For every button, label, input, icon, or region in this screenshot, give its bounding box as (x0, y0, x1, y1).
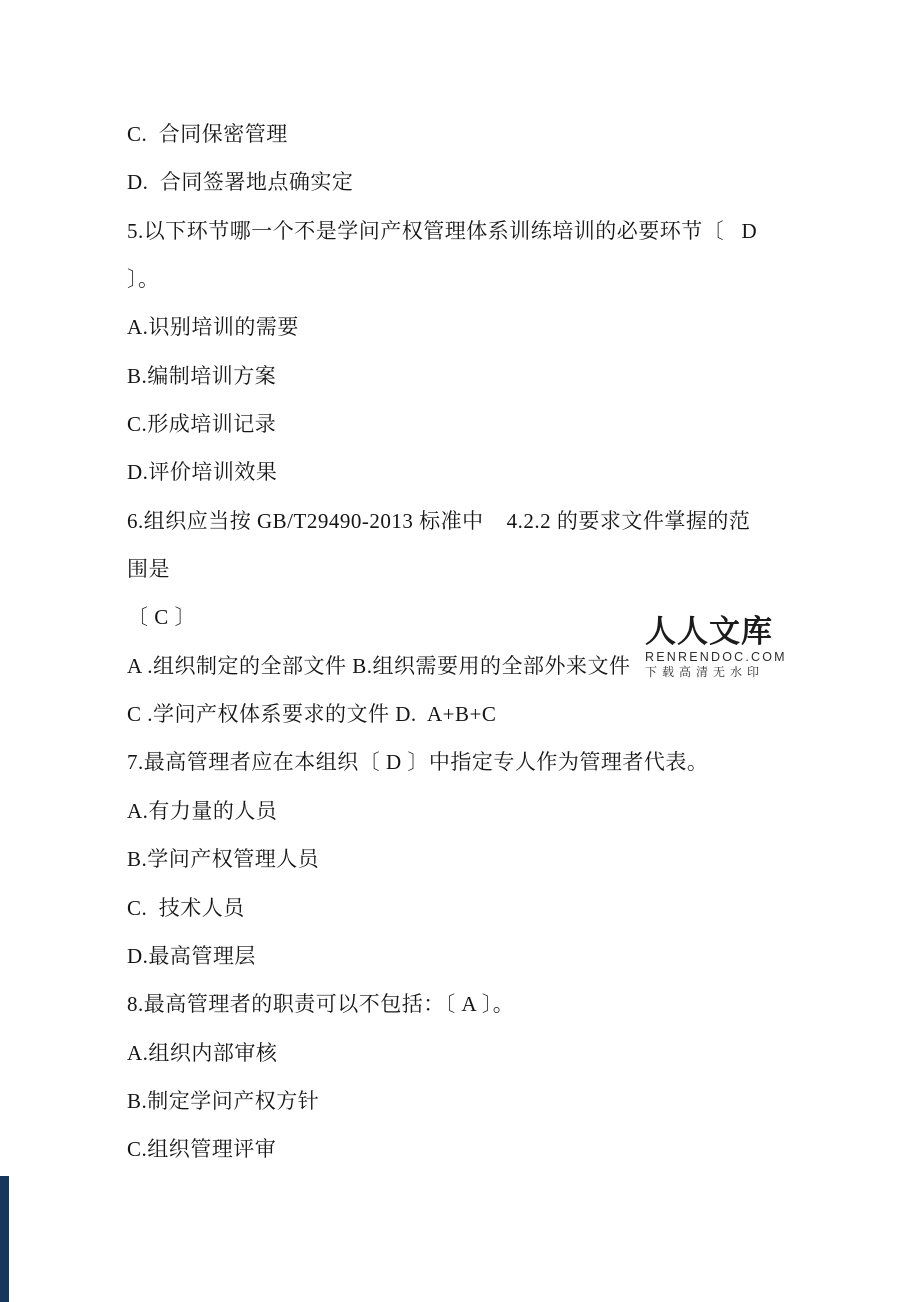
page-edge-marker (0, 1176, 9, 1302)
text-line: D.最高管理层 (127, 943, 256, 968)
text-line: C. 技术人员 (127, 895, 245, 920)
text-line: 围是 (127, 557, 170, 582)
watermark-site-url: RENRENDOC.COM (645, 650, 787, 664)
text-line: D. 合同签署地点确实定 (127, 170, 354, 195)
text-line: 〕。 (127, 267, 160, 292)
text-line: 5.以下环节哪一个不是学问产权管理体系训练培训的必要环节〔 D (127, 218, 758, 243)
watermark (645, 615, 805, 679)
text-line: 〔 C 〕 (127, 605, 197, 630)
text-line: B.制定学问产权方针 (127, 1088, 320, 1113)
text-line: C.形成培训记录 (127, 412, 277, 437)
text-line: C .学问产权体系要求的文件 D. A+B+C (127, 702, 497, 727)
text-line: C.组织管理评审 (127, 1137, 277, 1162)
watermark-logo-text: 人人文库 (645, 614, 773, 649)
text-line: D.评价培训效果 (127, 460, 278, 485)
text-line: 8.最高管理者的职责可以不包括：〔 A 〕。 (127, 992, 515, 1017)
text-line: B.学问产权管理人员 (127, 847, 320, 872)
watermark-tagline: 下载高清无水印 (645, 665, 765, 679)
text-line: 6.组织应当按 GB/T29490-2013 标准中 4.2.2 的要求文件掌握的范 (127, 508, 751, 533)
text-line: C. 合同保密管理 (127, 122, 288, 146)
text-line: A.识别培训的需要 (127, 315, 299, 340)
text-line: B.编制培训方案 (127, 363, 277, 388)
text-line: A .组织制定的全部文件 B.组织需要用的全部外来文件 (127, 653, 631, 678)
text-line: A.有力量的人员 (127, 798, 278, 823)
text-line: A.组织内部审核 (127, 1040, 278, 1065)
text-line: 7.最高管理者应在本组织〔 D 〕中指定专人作为管理者代表。 (127, 750, 709, 775)
